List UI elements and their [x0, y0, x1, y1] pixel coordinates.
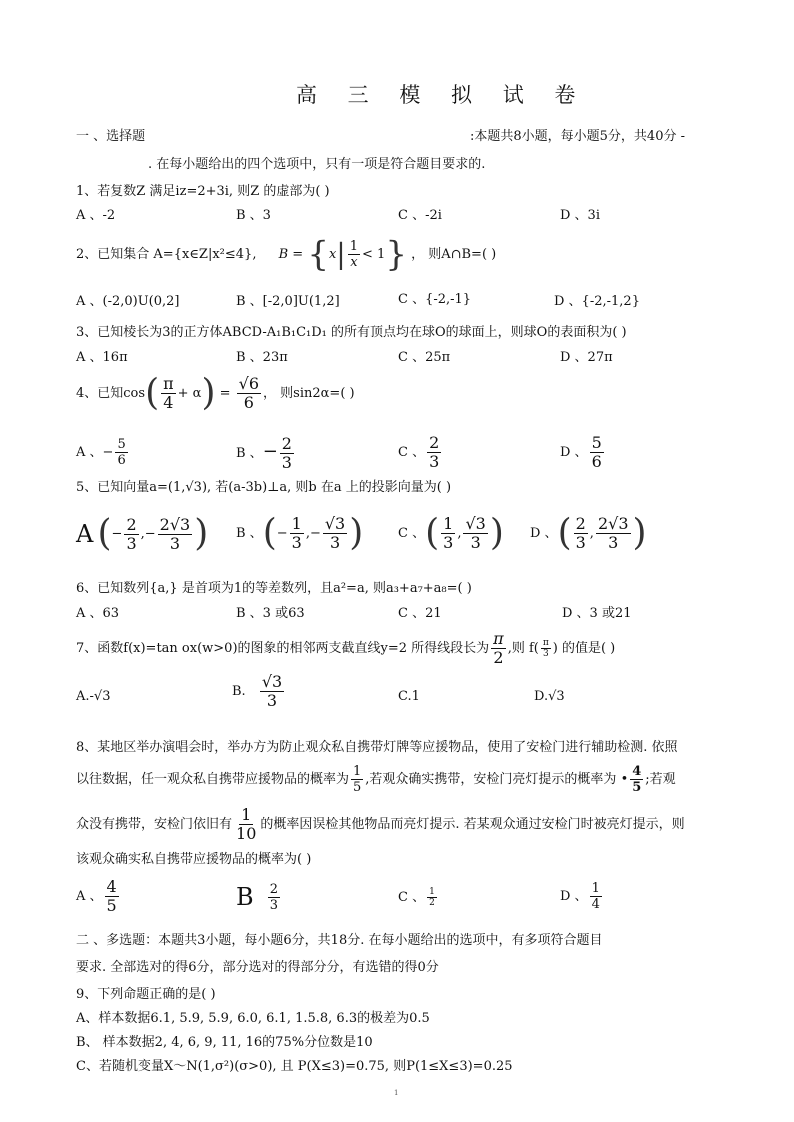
left-paren-icon: ( [557, 512, 572, 554]
q3-option-d: D 、27π [560, 350, 613, 365]
q4-b-sign: − [262, 441, 278, 462]
section2-line1: 二 、多选题：本题共3小题，每小题6分，共18分. 在每小题给出的选项中，有多项符合题目 [76, 933, 603, 948]
q5-stem: 5、已知向量a=(1,√3), 若(a-3b)⊥a, 则b 在a 上的投影向量为( ) [76, 480, 452, 495]
q5-b-d2: 3 [329, 533, 341, 552]
q8-c-den: 2 [429, 898, 435, 908]
q5-c-label: C 、 [398, 526, 426, 541]
q8-line2-b: ,若观众确实携带，安检门亮灯提示的概率为 [365, 772, 617, 787]
q8-frac2 [630, 764, 643, 795]
q7-option-d: D.√3 [534, 689, 565, 704]
q8-f2-den: 5 [632, 780, 642, 795]
q4-four: 4 [163, 393, 174, 412]
q2-option-d: D 、{-2,-1,2} [554, 294, 640, 309]
right-paren-icon: ) [349, 512, 364, 554]
q8-f1-num: 1 [353, 764, 362, 779]
q5-c-sep: , [457, 526, 462, 541]
q2-frac-den: x [350, 255, 358, 270]
section2-line2: 要求. 全部选对的得6分，部分选对的得部分分，有选错的得0分 [76, 960, 439, 975]
q8-c-frac [427, 887, 437, 908]
q1-option-a: A 、-2 [76, 208, 116, 223]
q8-line3 [76, 806, 685, 844]
q5-c-frac2 [463, 515, 487, 552]
q7-inner-den: 3 [542, 649, 549, 659]
section1-rule: :本题共8小题，每小题5分，共40分 - [470, 129, 685, 144]
q5-a-frac2 [158, 516, 193, 553]
q3-option-a: A 、16π [76, 350, 128, 365]
q5-b-sep: ,− [305, 526, 321, 541]
left-brace-icon: { [307, 234, 329, 275]
q8-b-frac [268, 882, 280, 913]
q5-d-frac1 [574, 515, 588, 552]
q7-stem-a: 7、函数f(x)=tan ox(w>0)的图象的相邻两支截直线y=2 所得线段长为 [76, 641, 490, 656]
q6-option-b: B 、3 或63 [236, 606, 305, 621]
left-paren-icon: ( [425, 512, 440, 554]
q2-option-c: C 、{-2,-1} [398, 292, 472, 307]
q8-option-d [560, 877, 604, 917]
q4-b-frac [280, 435, 294, 472]
q2-set-b-x: x [328, 247, 337, 262]
right-paren-icon: ) [632, 512, 647, 554]
q5-a-sep: ,− [140, 526, 156, 542]
q5-d-d2: 3 [608, 533, 619, 552]
q8-f2-num: 4 [632, 764, 642, 779]
q4-option-c [398, 434, 443, 471]
q8-d-den: 4 [591, 897, 600, 912]
q5-a-label: A [76, 520, 94, 548]
q4-sqrt6-over-6 [237, 375, 261, 412]
q7-stem [76, 630, 615, 667]
q8-a-frac [105, 878, 119, 915]
q5-a-d2: 3 [169, 533, 181, 553]
q4-pi: π [163, 374, 174, 393]
q8-b-den: 3 [269, 897, 279, 913]
q8-line2-a: 以往数据，任一观众私自携带应援物品的概率为 [76, 772, 350, 787]
q4-b-label: B 、 [236, 446, 263, 461]
q5-option-c [398, 512, 504, 556]
q8-f1-den: 5 [353, 780, 362, 795]
q8-f3-den: 10 [236, 824, 257, 843]
q4-option-d [560, 434, 606, 471]
q8-option-c [398, 880, 439, 916]
q4-d-label: D 、 [560, 445, 588, 460]
q3-option-c: C 、25π [398, 350, 451, 365]
q5-d-label: D 、 [530, 526, 558, 541]
q8-frac3 [234, 806, 258, 843]
q2-set-b-label: B = [278, 247, 304, 262]
q4-pi-over-4 [161, 375, 176, 412]
q8-line3-b: 的概率因误检其他物品而亮灯提示. 若某观众通过安检门时被亮灯提示，则 [260, 817, 685, 832]
q8-line2-c: ;若观 [645, 772, 676, 787]
q5-c-frac1 [441, 515, 455, 552]
q1-option-d: D 、3i [560, 208, 600, 223]
section1-heading: 一 、选择题 [76, 129, 146, 144]
q4-c-label: C 、 [398, 445, 426, 460]
q7-b-den: 3 [266, 691, 278, 710]
q5-b-label: B 、 [236, 526, 263, 541]
q5-c-n1: 1 [443, 514, 454, 533]
q7-inner-pi: π [542, 638, 549, 648]
bar-icon: | [336, 237, 346, 271]
q5-option-d [530, 512, 647, 556]
q5-d-sep: , [589, 526, 594, 541]
q5-a-minus: − [111, 526, 123, 542]
q5-a-d1: 3 [126, 533, 137, 553]
q8-a-label: A 、 [76, 889, 103, 904]
q8-b-label: B [236, 883, 254, 911]
q5-c-d2: 3 [470, 533, 481, 552]
left-paren-icon: ( [262, 512, 277, 554]
left-paren-icon: ( [97, 513, 112, 554]
q2-option-b: B 、[-2,0]U(1,2] [236, 294, 340, 309]
q4-b-den: 3 [281, 453, 292, 472]
q2-set-a: A={x∈Z|x²≤4}, [153, 247, 257, 262]
q2-set-b-rel: < 1 [362, 247, 386, 262]
q9-option-c: C、若随机变量X～N(1,σ²)(σ>0), 且 P(X≤3)=0.75, 则P(1≤X≤3)=0.25 [76, 1059, 513, 1074]
q5-b-frac1 [290, 515, 304, 552]
q8-d-label: D 、 [560, 889, 588, 904]
q4-six: 6 [243, 393, 254, 412]
q3-stem: 3、已知棱长为3的正方体ABCD-A₁B₁C₁D₁ 的所有顶点均在球O的球面上，则球O的表面积为( ) [76, 325, 627, 340]
q8-line3-a: 众没有携带，安检门依旧有 [76, 817, 233, 832]
right-brace-icon: } [385, 234, 407, 275]
q3-option-b: B 、23π [236, 350, 288, 365]
q8-f3-num: 1 [241, 805, 252, 824]
q8-b-num: 2 [269, 881, 279, 897]
q7-option-b [232, 672, 286, 712]
q5-option-b [236, 512, 363, 556]
page-title: 高 三 模 拟 试 卷 [296, 83, 588, 107]
q7-inner-frac [541, 638, 551, 659]
q9-option-a: A、样本数据6.1, 5.9, 5.9, 6.0, 6.1, 1.5.8, 6.3的极差为0.5 [76, 1011, 430, 1026]
q8-d-num: 1 [591, 881, 600, 896]
q1-option-c: C 、-2i [398, 208, 442, 223]
q2-option-a: A 、(-2,0)U(0,2] [76, 294, 180, 309]
q5-a-n2: 2√3 [159, 514, 191, 534]
q5-b-n2: √3 [324, 514, 346, 533]
q5-b-d1: 3 [291, 533, 302, 552]
q9-stem: 9、下列命题正确的是( ) [76, 987, 216, 1002]
q6-stem: 6、已知数列{a,} 是首项为1的等差数列，且a²=a, 则a₃+a₇+a₈=( ) [76, 581, 472, 596]
q8-c-label: C 、 [398, 890, 426, 905]
section1-rule2: . 在每小题给出的四个选项中，只有一项是符合题目要求的. [148, 157, 486, 172]
q4-c-den: 3 [429, 452, 440, 471]
q2-stem [76, 234, 497, 275]
q8-d-frac [590, 881, 602, 912]
q5-option-a [76, 512, 208, 557]
left-paren-icon: ( [145, 372, 160, 414]
q4-c-num: 2 [429, 433, 440, 452]
q4-sqrt6: √6 [238, 374, 260, 393]
q7-b-label: B. [232, 684, 246, 699]
q4-a-num: 5 [117, 437, 126, 452]
q4-d-frac [590, 434, 604, 471]
q7-option-a: A.-√3 [76, 689, 111, 704]
right-paren-icon: ) [489, 512, 504, 554]
q8-c-num: 1 [429, 887, 435, 897]
q4-a-label: A 、 [76, 445, 103, 460]
q4-option-b [236, 434, 296, 472]
q5-d-n1: 2 [575, 514, 586, 533]
q4-stem-b: ， 则sin2α=( ) [263, 386, 355, 401]
q5-d-frac2 [596, 515, 631, 552]
q8-line2 [76, 762, 676, 798]
q6-option-d: D 、3 或21 [562, 606, 632, 621]
q8-line4: 该观众确实私自携带应援物品的概率为( ) [76, 852, 312, 867]
q4-stem-a: 4、已知 [76, 386, 124, 401]
q9-option-b: B、 样本数据2, 4, 6, 9, 11, 16的75%分位数是10 [76, 1035, 373, 1050]
q5-d-n2: 2√3 [597, 514, 629, 533]
q4-stem [76, 372, 355, 416]
q1-stem: 1、若复数Z 满足iz=2+3i, 则Z 的虚部为( ) [76, 184, 330, 199]
q2-set-b-fraction [348, 239, 360, 270]
page-number: 1 [394, 1089, 399, 1097]
q8-a-num: 4 [106, 877, 117, 896]
q4-cos: cos [123, 386, 146, 401]
q8-frac1 [351, 764, 363, 795]
q7-option-c: C.1 [398, 689, 420, 704]
q7-stem-c: ) 的值是( ) [552, 641, 616, 656]
q4-d-den: 6 [591, 452, 602, 471]
q7-pi: π [493, 629, 504, 648]
q6-option-a: A 、63 [76, 606, 120, 621]
q7-pi-over-2 [491, 630, 506, 667]
q4-alpha: + α [177, 386, 202, 401]
q5-d-d1: 3 [575, 533, 586, 552]
q4-option-a [76, 437, 130, 469]
right-paren-icon: ) [201, 372, 216, 414]
q8-line1: 8、某地区举办演唱会时，举办方为防止观众私自携带灯牌等应援物品，使用了安检门进行辅助检测. 依照 [76, 740, 678, 755]
q7-two: 2 [493, 648, 504, 667]
right-paren-icon: ) [194, 513, 209, 554]
q4-a-den: 6 [117, 453, 126, 468]
q2-stem-a: 2、已知集合 [76, 247, 150, 262]
q6-option-c: C 、21 [398, 606, 442, 621]
q4-eq: = [219, 386, 231, 401]
q8-dot: • [620, 772, 629, 787]
q7-b-num: √3 [261, 672, 283, 691]
q4-b-num: 2 [281, 434, 292, 453]
q5-a-n1: 2 [126, 514, 137, 534]
q1-option-b: B 、3 [236, 208, 271, 223]
q4-d-num: 5 [591, 433, 602, 452]
q5-b-n1: 1 [291, 514, 302, 533]
q4-a-frac [115, 437, 127, 468]
q4-a-sign: − [102, 445, 114, 460]
q5-c-d1: 3 [443, 533, 454, 552]
q8-option-b [236, 877, 282, 918]
q2-stem-b: ， 则A∩B=( ) [411, 247, 497, 262]
q7-stem-b: ,则 f( [507, 641, 539, 656]
q5-b-minus: − [276, 526, 288, 541]
q8-a-den: 5 [106, 896, 117, 915]
q4-c-frac [427, 434, 441, 471]
q5-a-frac1 [124, 516, 138, 553]
q5-b-frac2 [323, 515, 347, 552]
q2-frac-num: 1 [349, 239, 359, 254]
q8-option-a [76, 877, 121, 917]
q5-c-n2: √3 [465, 514, 486, 533]
q7-b-frac [260, 673, 284, 710]
